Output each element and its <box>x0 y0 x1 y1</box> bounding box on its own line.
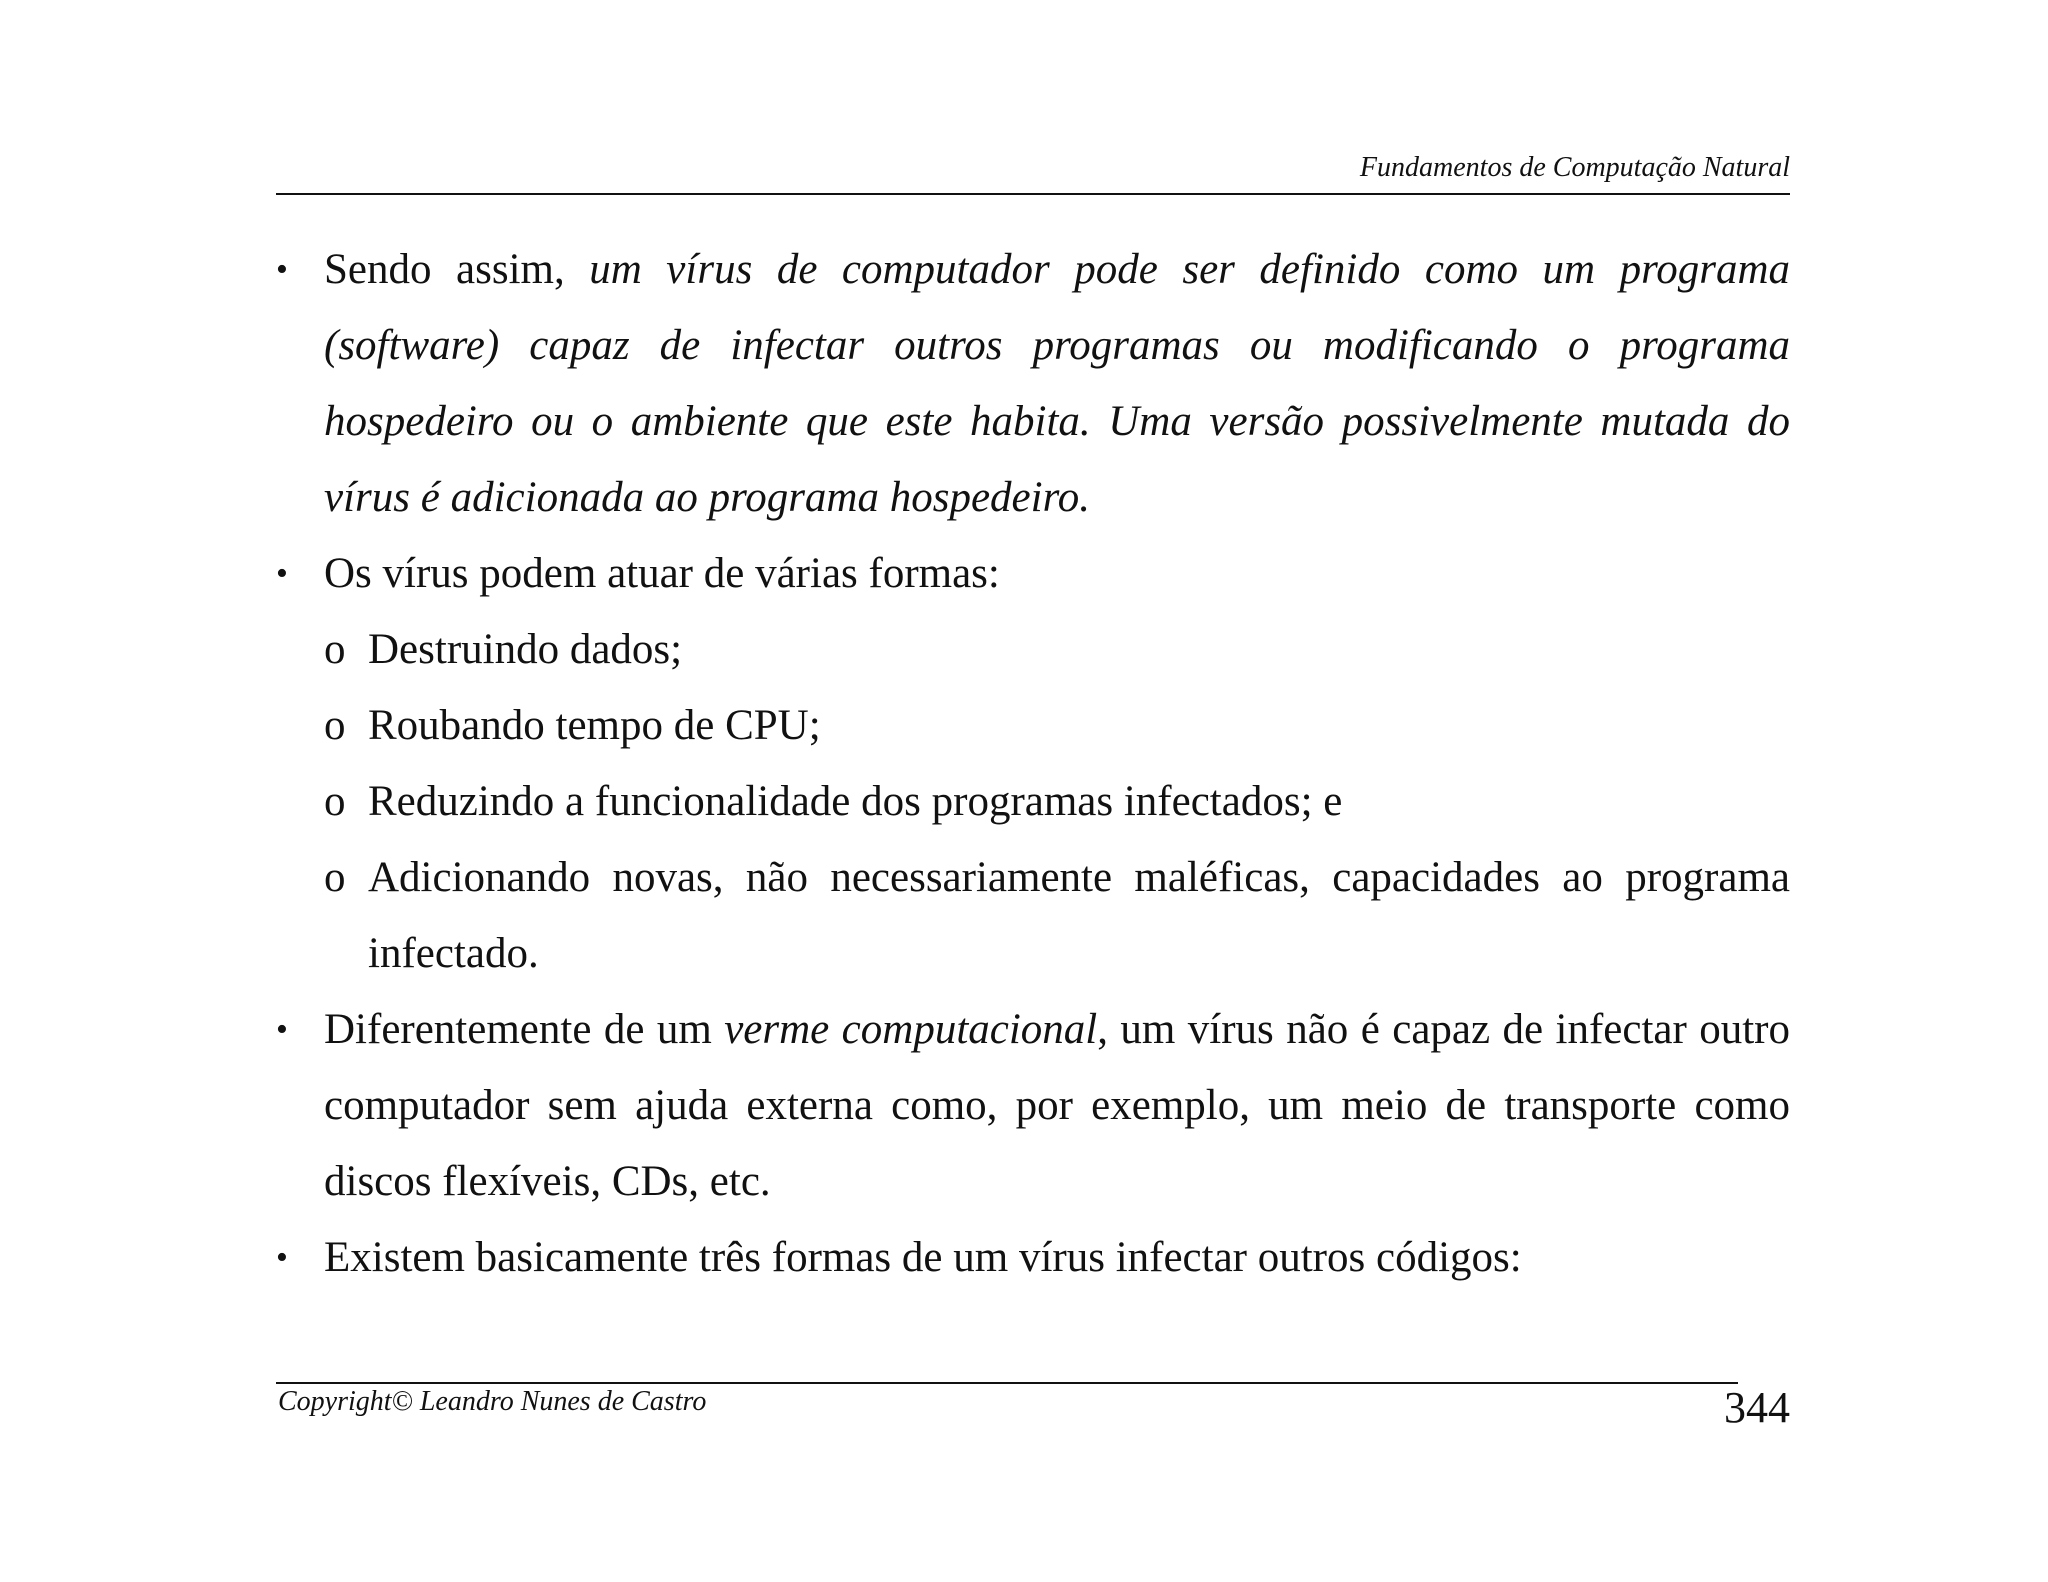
sub-list-item <box>276 840 1790 992</box>
bullet-text: Existem basicamente três formas de um vírus infectar outros códigos: <box>324 1234 1522 1281</box>
bullet-marker: • <box>276 251 288 288</box>
header-rule <box>276 193 1790 195</box>
footer-rule <box>276 1382 1738 1384</box>
sub-item-text: Destruindo dados; <box>368 626 683 673</box>
bullet-marker: • <box>276 555 288 592</box>
sub-marker: o <box>324 702 346 749</box>
sub-list-item <box>276 688 1790 764</box>
sub-list-item <box>276 764 1790 840</box>
bullet-item <box>276 232 1790 536</box>
page-body <box>276 232 1790 1296</box>
bullet-italic-text: verme computacional <box>724 1006 1098 1053</box>
sub-list-item <box>276 612 1790 688</box>
bullet-marker: • <box>276 1011 288 1048</box>
bullet-marker: • <box>276 1239 288 1276</box>
bullet-text: Diferentemente de um <box>324 1006 725 1053</box>
bullet-item <box>276 1220 1790 1296</box>
running-header: Fundamentos de Computação Natural <box>1359 152 1790 183</box>
bullet-text: Os vírus podem atuar de várias formas: <box>324 550 1000 597</box>
sub-marker: o <box>324 626 346 673</box>
sub-marker: o <box>324 854 346 901</box>
bullet-italic-text: um vírus de computador pode ser definido como um programa (software) capaz de infectar outros programas ou modificando o programa hospedeiro ou o ambiente que este habita. Uma versão possivelmente mutada do vírus é adicionada ao programa hospedeiro. <box>324 246 1791 521</box>
copyright-notice: Copyright© Leandro Nunes de Castro <box>278 1386 707 1417</box>
bullet-item <box>276 992 1790 1220</box>
bullet-item <box>276 536 1790 612</box>
sub-item-text: Reduzindo a funcionalidade dos programas infectados; e <box>368 778 1343 825</box>
bullet-text: Sendo assim, <box>324 246 590 293</box>
bullet-text: , um vírus não é capaz de infectar outro computador sem ajuda externa como, por exemplo, um meio de transporte como discos flexíveis, CDs, etc. <box>324 1006 1790 1205</box>
sub-item-text: Roubando tempo de CPU; <box>368 702 821 749</box>
sub-marker: o <box>324 778 346 825</box>
page-number: 344 <box>1724 1383 1790 1432</box>
sub-item-text: Adicionando novas, não necessariamente maléficas, capacidades ao programa infectado. <box>368 854 1790 977</box>
